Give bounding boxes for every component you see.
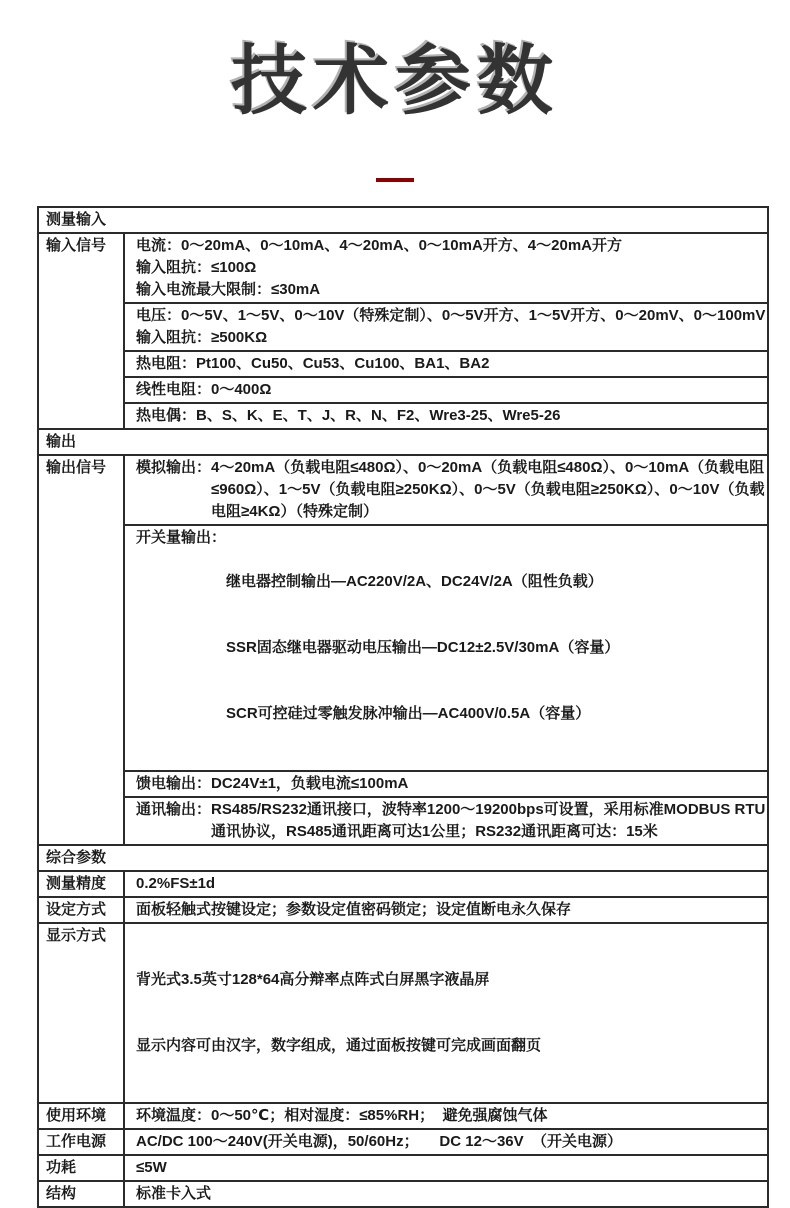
subcell-linear-resistance [125, 376, 767, 402]
row-label-power: 工作电源 [39, 1130, 125, 1154]
comm-output-text: RS485/RS232通讯接口，波特率1200～19200bps可设置，采用标准MODBUS RTU 通讯协议，RS485通讯距离可达1公里；RS232通讯距离可达：15米 [211, 801, 770, 840]
structure-value: 标准卡入式 [136, 1185, 212, 1202]
section-header-label: 测量输入 [46, 211, 107, 228]
spec-line-current: 电流：0～20mA、0～10mA、4～20mA、0～10mA开方、4～20mA开方 [136, 237, 622, 254]
consumption-value: ≤5W [136, 1159, 167, 1176]
switch-output-lines [226, 527, 767, 769]
spec-line-input-impedance: 输入阻抗：≤100Ω [136, 259, 257, 276]
switch-output-line-scr: SCR可控硅过零触发脉冲输出—AC400V/0.5A（容量） [226, 705, 591, 722]
row-display [39, 922, 767, 1102]
subcell-voltage-group [125, 302, 767, 350]
switch-output-line-relay: 继电器控制输出—AC220V/2A、DC24V/2A（阻性负载） [226, 573, 603, 590]
section-header-general [39, 844, 767, 870]
spec-sheet-page [0, 39, 790, 1202]
environment-value: 环境温度：0～50℃；相对湿度：≤85%RH； 避免强腐蚀气体 [136, 1107, 548, 1124]
row-output-signal [39, 454, 770, 844]
row-setting [39, 896, 767, 922]
row-input-signal [39, 232, 767, 428]
section-header-label: 输出 [46, 433, 77, 450]
spec-line-linear-resistance: 线性电阻：0～400Ω [136, 381, 272, 398]
spec-line-feed-output: 馈电输出：DC24V±1，负载电流≤100mA [136, 775, 409, 792]
row-structure [39, 1180, 767, 1206]
row-label-structure: 结构 [39, 1182, 125, 1206]
spec-table [37, 206, 769, 1208]
subcell-rtd [125, 350, 767, 376]
display-value [125, 924, 541, 1102]
row-label-setting: 设定方式 [39, 898, 125, 922]
row-accuracy [39, 870, 767, 896]
row-label-input-signal: 输入信号 [39, 234, 125, 428]
section-header-measure-input [39, 208, 767, 232]
switch-output-label: 开关量输出： [136, 529, 227, 546]
subcell-thermocouple [125, 402, 767, 428]
subcell-current-group [125, 234, 767, 302]
subcell-comm-output [125, 796, 770, 844]
display-line-screen: 背光式3.5英寸128*64高分辩率点阵式白屏黑字液晶屏 [136, 971, 490, 988]
analog-output-label: 模拟输出： [136, 459, 212, 476]
page-title: 技术参数 [231, 39, 559, 124]
subcell-feed-output [125, 770, 767, 796]
setting-value: 面板轻触式按键设定；参数设定值密码锁定；设定值断电永久保存 [136, 901, 572, 918]
section-header-output [39, 428, 767, 454]
analog-output-text: 4～20mA（负载电阻≤480Ω）、0～20mA（负载电阻≤480Ω）、0～10mA（负载电阻≤960Ω）、1～5V（负载电阻≥250KΩ）、0～5V（负载电阻≥250KΩ）、0～10V（负载电阻≥4KΩ）（特殊定制） [211, 459, 765, 520]
title-underline-accent [376, 178, 414, 182]
spec-line-voltage-impedance: 输入阻抗：≥500KΩ [136, 329, 268, 346]
subcell-analog-output [125, 456, 767, 524]
accuracy-value: 0.2%FS±1d [136, 875, 216, 892]
spec-line-thermocouple: 热电偶：B、S、K、E、T、J、R、N、F2、Wre3-25、Wre5-26 [136, 407, 561, 424]
spec-line-max-current: 输入电流最大限制：≤30mA [136, 281, 321, 298]
output-signal-values [125, 456, 770, 844]
row-environment [39, 1102, 767, 1128]
display-line-content: 显示内容可由汉字，数字组成，通过面板按键可完成画面翻页 [136, 1037, 542, 1054]
row-consumption [39, 1154, 767, 1180]
subcell-switch-output [125, 524, 767, 770]
comm-output-label: 通讯输出： [136, 801, 212, 818]
row-label-environment: 使用环境 [39, 1104, 125, 1128]
section-header-label: 综合参数 [46, 849, 107, 866]
row-power [39, 1128, 767, 1154]
row-label-output-signal: 输出信号 [39, 456, 125, 844]
spec-line-voltage: 电压：0～5V、1～5V、0～10V（特殊定制）、0～5V开方、1～5V开方、0～20mV、0～100mV [136, 307, 766, 324]
row-label-accuracy: 测量精度 [39, 872, 125, 896]
switch-output-line-ssr: SSR固态继电器驱动电压输出—DC12±2.5V/30mA（容量） [226, 639, 620, 656]
row-label-display: 显示方式 [39, 924, 125, 1102]
spec-line-rtd: 热电阻：Pt100、Cu50、Cu53、Cu100、BA1、BA2 [136, 355, 490, 372]
row-label-consumption: 功耗 [39, 1156, 125, 1180]
power-value: AC/DC 100～240V(开关电源)，50/60Hz； DC 12～36V （开关电源） [136, 1133, 622, 1150]
input-signal-values [125, 234, 767, 428]
